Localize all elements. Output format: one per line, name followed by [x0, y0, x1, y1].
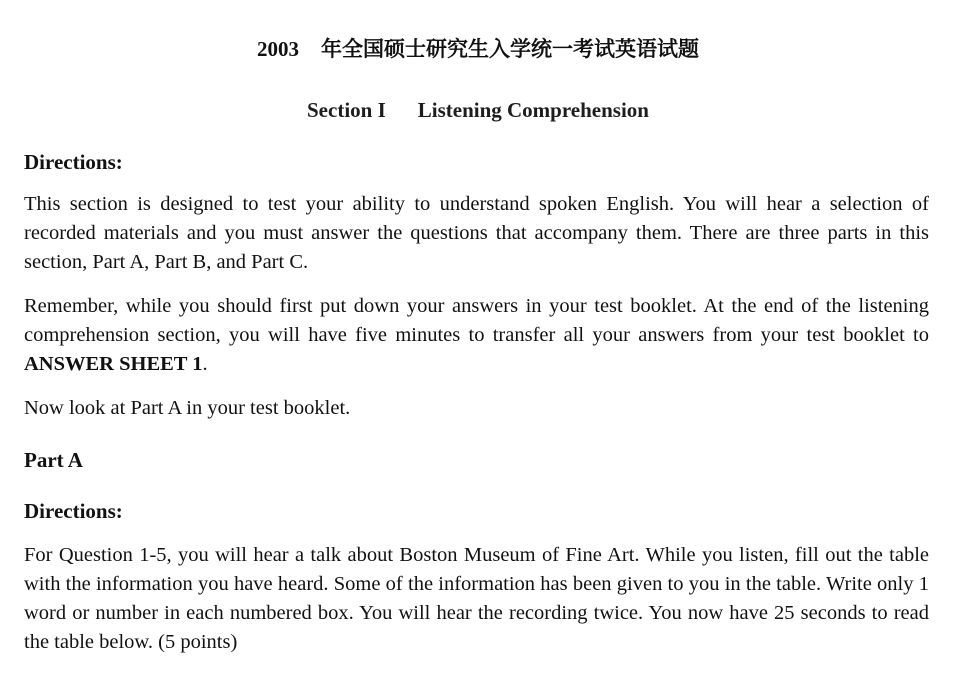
- remember-text-end: .: [202, 353, 208, 375]
- exam-title-text: 年全国硕士研究生入学统一考试英语试题: [321, 37, 699, 61]
- section-number: Section I: [307, 98, 386, 122]
- answer-sheet-label: ANSWER SHEET 1: [24, 353, 203, 375]
- exam-year: 2003: [257, 37, 299, 61]
- directions-paragraph-remember: [24, 292, 929, 379]
- exam-title: [0, 34, 956, 64]
- section-heading: [0, 96, 956, 124]
- part-a-heading: Part A: [24, 448, 83, 472]
- part-a-directions-paragraph: For Question 1-5, you will hear a talk about Boston Museum of Fine Art. While you listen, fill out the table with the information you have heard. Some of the information has been given to you in the table. Write only 1 word or number in each numbered box. You will hear the recording twice. You now have 25 seconds to read the table below. (5 points): [24, 544, 929, 653]
- section-name: Listening Comprehension: [417, 98, 649, 122]
- part-a-directions-heading: Directions:: [24, 499, 123, 523]
- directions-paragraph-look: Now look at Part A in your test booklet.: [24, 397, 351, 419]
- directions-heading: Directions:: [24, 150, 123, 174]
- directions-paragraph-intro: This section is designed to test your ability to understand spoken English. You will hear a selection of recorded materials and you must answer the questions that accompany them. There are three parts in this section, Part A, Part B, and Part C.: [24, 193, 929, 273]
- remember-text: Remember, while you should first put down your answers in your test booklet. At the end of the listening comprehension section, you will have five minutes to transfer all your answers from your test booklet to: [24, 295, 929, 346]
